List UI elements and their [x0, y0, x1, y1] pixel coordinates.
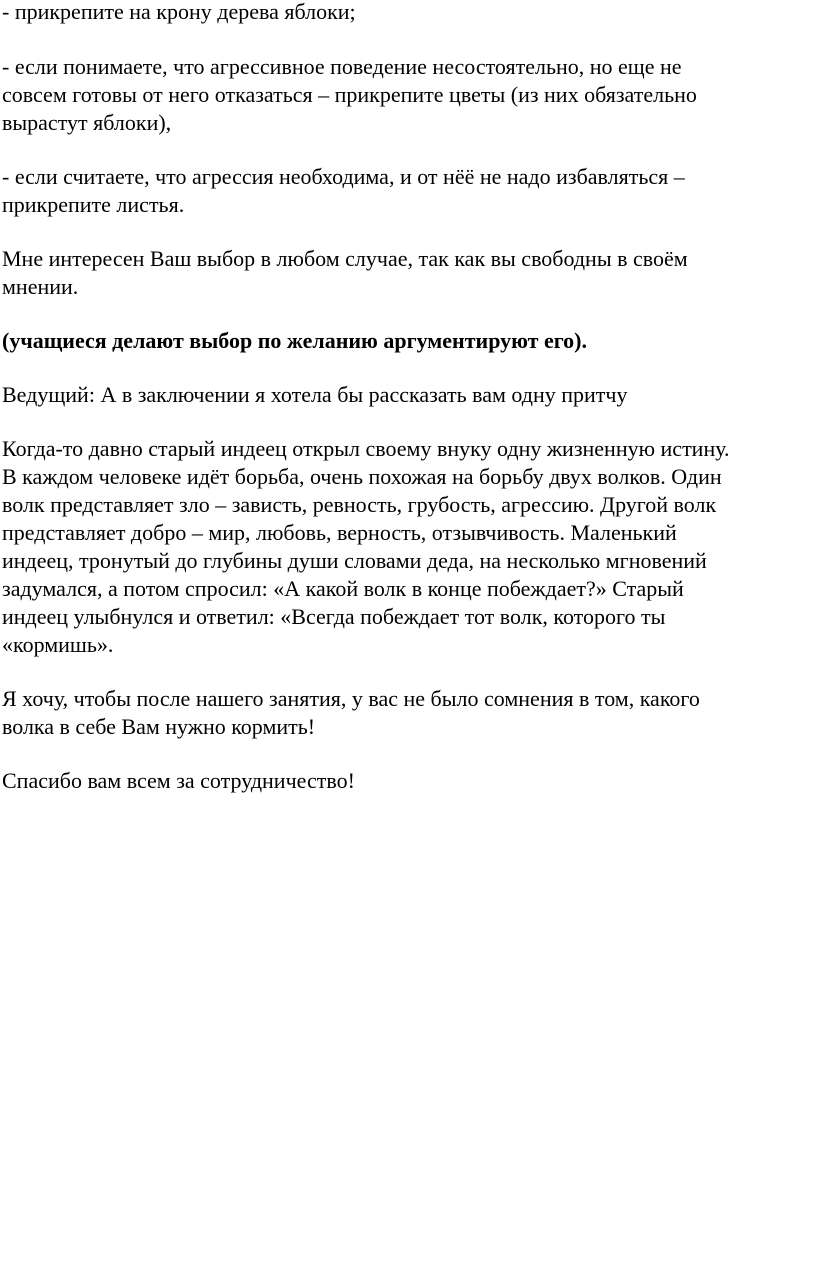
thanks-paragraph: Спасибо вам всем за сотрудничество! [2, 768, 355, 793]
bullet-apples: - прикрепите на крону дерева яблоки; [2, 0, 356, 24]
students-note: (учащиеся делают выбор по желанию аргументируют его). [2, 328, 588, 353]
host-intro: Ведущий: А в заключении я хотела бы рассказать вам одну притчу [2, 382, 628, 407]
bullet-flowers: - если понимаете, что агрессивное поведение несостоятельно, но еще не совсем готовы от него отказаться – прикрепите цветы (из них обязательно вырастут яблоки), [2, 54, 697, 135]
bullet-leaves: - если считаете, что агрессия необходима, и от нёё не надо избавляться – прикрепите листья. [2, 164, 685, 217]
parable-paragraph: Когда-то давно старый индеец открыл своему внуку одну жизненную истину. В каждом человеке идёт борьба, очень похожая на борьбу двух волков. Один волк представляет зло – зависть, ревность, грубость, агрессию. Другой волк представляет добро – мир, любовь, верность, отзывчивость. Маленький индеец, тронутый до глубины души словами деда, на несколько мгновений задумался, а потом спросил: «А какой волк в конце побеждает?» Старый индеец улыбнулся и ответил: «Всегда побеждает тот волк, которого ты «кормишь». [2, 436, 730, 657]
choice-paragraph: Мне интересен Ваш выбор в любом случае, так как вы свободны в своём мнении. [2, 246, 688, 299]
closing-paragraph: Я хочу, чтобы после нашего занятия, у вас не было сомнения в том, какого волка в себе Вам нужно кормить! [2, 686, 700, 739]
